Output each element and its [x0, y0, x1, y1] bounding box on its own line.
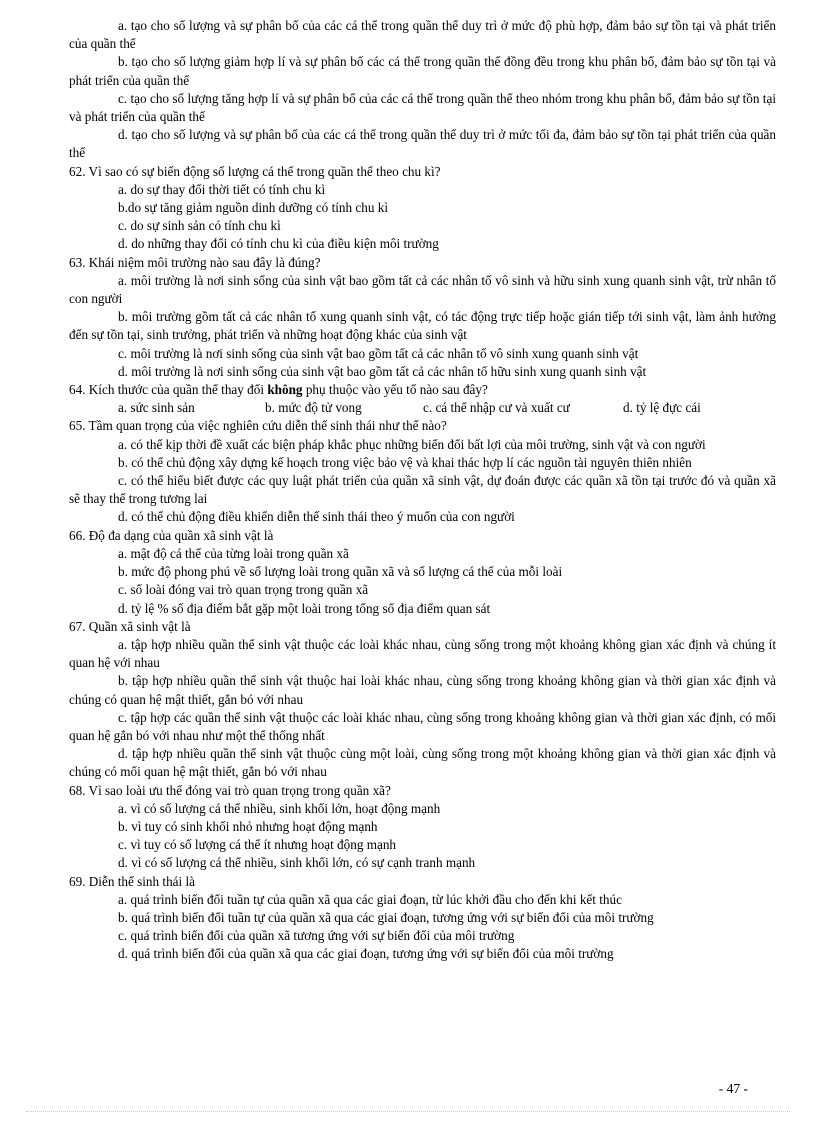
- q64-question: [69, 381, 776, 399]
- q68-option-c: c. vì tuy có số lượng cá thể ít nhưng hoạt động mạnh: [118, 837, 397, 853]
- q66-option-d: d. tỷ lệ % số địa điểm bắt gặp một loài trong tổng số địa điểm quan sát: [118, 600, 491, 616]
- q68-option-d: d. vì có số lượng cá thể nhiều, sinh khối lớn, có sự cạnh tranh mạnh: [118, 855, 476, 871]
- q69-option-b: b. quá trình biến đổi tuần tự của quần xã qua các giai đoạn, tương ứng với sự biến đổi của môi trường: [118, 909, 654, 925]
- q64-option-d: d. tỷ lệ đực cái: [623, 400, 701, 416]
- page-number: - 47 -: [718, 1081, 748, 1096]
- q63-option-a: a. môi trường là nơi sinh sống của sinh vật bao gồm tất cả các nhân tố vô sinh và hữu sinh xung quanh sinh vật, trừ nhân tố con người: [69, 272, 776, 307]
- q63-option-d: d. môi trường là nơi sinh sống của sinh vật bao gồm tất cả các nhân tố hữu sinh xung quanh sinh vật: [118, 363, 647, 379]
- q69-question: 69. Diễn thế sinh thái là: [69, 873, 195, 889]
- q65-option-a: a. có thể kịp thời đề xuất các biện pháp khắc phục những biến đổi bất lợi của môi trường, sinh vật và con người: [118, 436, 706, 452]
- q67-option-b: b. tập hợp nhiều quần thể sinh vật thuộc hai loài khác nhau, cùng sống trong khoảng không gian và thời gian xác định và chúng có quan hệ mật thiết, gắn bó với nhau: [69, 673, 776, 707]
- q67-question: 67. Quần xã sinh vật là: [69, 618, 191, 634]
- q69-option-c: c. quá trình biến đổi của quần xã tương ứng với sự biến đổi của môi trường: [118, 928, 515, 944]
- q62-question: 62. Vì sao có sự biến động số lượng cá thể trong quần thể theo chu kì?: [69, 163, 441, 179]
- q69-option-d: d. quá trình biến đổi của quần xã qua các giai đoạn, tương ứng với sự biến đổi của môi trường: [118, 946, 614, 962]
- q62-option-b: b.do sự tăng giảm nguồn dinh dưỡng có tính chu kì: [118, 200, 388, 216]
- q64-question-bold: không: [267, 382, 303, 398]
- q64-question-pre: 64. Kích thước của quần thể thay đổi: [69, 382, 268, 398]
- q63-option-c: c. môi trường là nơi sinh sống của sinh vật bao gồm tất cả các nhân tố vô sinh xung quanh sinh vật: [118, 345, 639, 361]
- q66-question: 66. Độ đa dạng của quần xã sinh vật là: [69, 527, 274, 543]
- q63-option-b: b. môi trường gồm tất cả các nhân tố xung quanh sinh vật, có tác động trực tiếp hoặc gián tiếp tới sinh vật, làm ảnh hưởng đến sự tồn tại, sinh trưởng, phát triển và những hoạt động khác của sinh vật: [69, 309, 776, 343]
- q66-option-a: a. mật độ cá thể của từng loài trong quần xã: [118, 545, 349, 561]
- q67-option-a: a. tập hợp nhiều quần thể sinh vật thuộc các loài khác nhau, cùng sống trong một khoảng không gian xác định và chúng ít quan hệ với nhau: [69, 636, 776, 671]
- q61-option-c: c. tạo cho số lượng tăng hợp lí và sự phân bố của các cá thể trong quần thể theo nhóm trong khu phân bố, đảm bảo sự tồn tại và phát triển của quần thể: [69, 90, 776, 125]
- q65-option-d: d. có thể chủ động điều khiển diễn thế sinh thái theo ý muốn của con người: [118, 509, 515, 525]
- q64-option-b: b. mức độ tử vong: [265, 400, 362, 416]
- q62-option-a: a. do sự thay đổi thời tiết có tính chu kì: [118, 181, 326, 197]
- q66-option-c: c. số loài đóng vai trò quan trọng trong quần xã: [118, 582, 369, 598]
- q63-question: 63. Khái niệm môi trường nào sau đây là đúng?: [69, 254, 321, 270]
- q64-option-c: c. cá thể nhập cư và xuất cư: [423, 400, 570, 416]
- q61-option-b: b. tạo cho số lượng giảm hợp lí và sự phân bố các cá thể trong quần thể đồng đều trong khu phân bố, đảm bảo sự tồn tại và phát triển của quần thể: [69, 54, 776, 88]
- page-bottom-divider: [26, 1111, 790, 1112]
- q68-question: 68. Vì sao loài ưu thế đóng vai trò quan trọng trong quần xã?: [69, 782, 391, 798]
- q65-question: 65. Tầm quan trọng của việc nghiên cứu diễn thế sinh thái như thế nào?: [69, 418, 447, 434]
- q65-option-c: c. có thể hiểu biết được các quy luật phát triển của quần xã sinh vật, dự đoán được các quần xã tồn tại trước đó và quần xã sẽ thay thế trong tương lai: [69, 473, 776, 507]
- q67-option-d: d. tập hợp nhiều quần thể sinh vật thuộc cùng một loài, cùng sống trong một khoảng không gian và thời gian xác định và chúng có mối quan hệ mật thiết, gắn bó với nhau: [69, 746, 776, 780]
- q69-option-a: a. quá trình biến đổi tuần tự của quần xã qua các giai đoạn, từ lúc khởi đầu cho đến khi kết thúc: [118, 891, 622, 907]
- q64-option-a: a. sức sinh sản: [118, 400, 195, 416]
- q66-option-b: b. mức độ phong phú về số lượng loài trong quần xã và số lượng cá thể của mỗi loài: [118, 564, 563, 580]
- q68-option-a: a. vì có số lượng cá thể nhiều, sinh khối lớn, hoạt động mạnh: [118, 800, 441, 816]
- q67-option-c: c. tập hợp các quần thể sinh vật thuộc các loài khác nhau, cùng sống trong khoảng không gian và thời gian xác định, có mối quan hệ gắn bó với nhau như một thể thống nhất: [69, 709, 776, 743]
- q68-option-b: b. vì tuy có sinh khối nhỏ nhưng hoạt động mạnh: [118, 818, 378, 834]
- q65-option-b: b. có thể chủ động xây dựng kế hoạch trong việc bảo vệ và khai thác hợp lí các nguồn tài nguyên thiên nhiên: [118, 454, 692, 470]
- q61-option-a: a. tạo cho số lượng và sự phân bố của các cá thể trong quần thể duy trì ở mức độ phù hợp, đảm bảo sự tồn tại và phát triển của quần thể: [69, 18, 776, 52]
- q62-option-d: d. do những thay đổi có tính chu kì của điều kiện môi trường: [118, 236, 439, 252]
- q64-options-row: [118, 399, 776, 417]
- q62-option-c: c. do sự sinh sản có tính chu kì: [118, 218, 281, 234]
- q61-option-d: d. tạo cho số lượng và sự phân bố của các cá thể trong quần thể duy trì ở mức tối đa, đảm bảo sự tồn tại phát triển của quần thể: [69, 127, 776, 161]
- q64-question-post: phụ thuộc vào yếu tố nào sau đây?: [302, 382, 488, 398]
